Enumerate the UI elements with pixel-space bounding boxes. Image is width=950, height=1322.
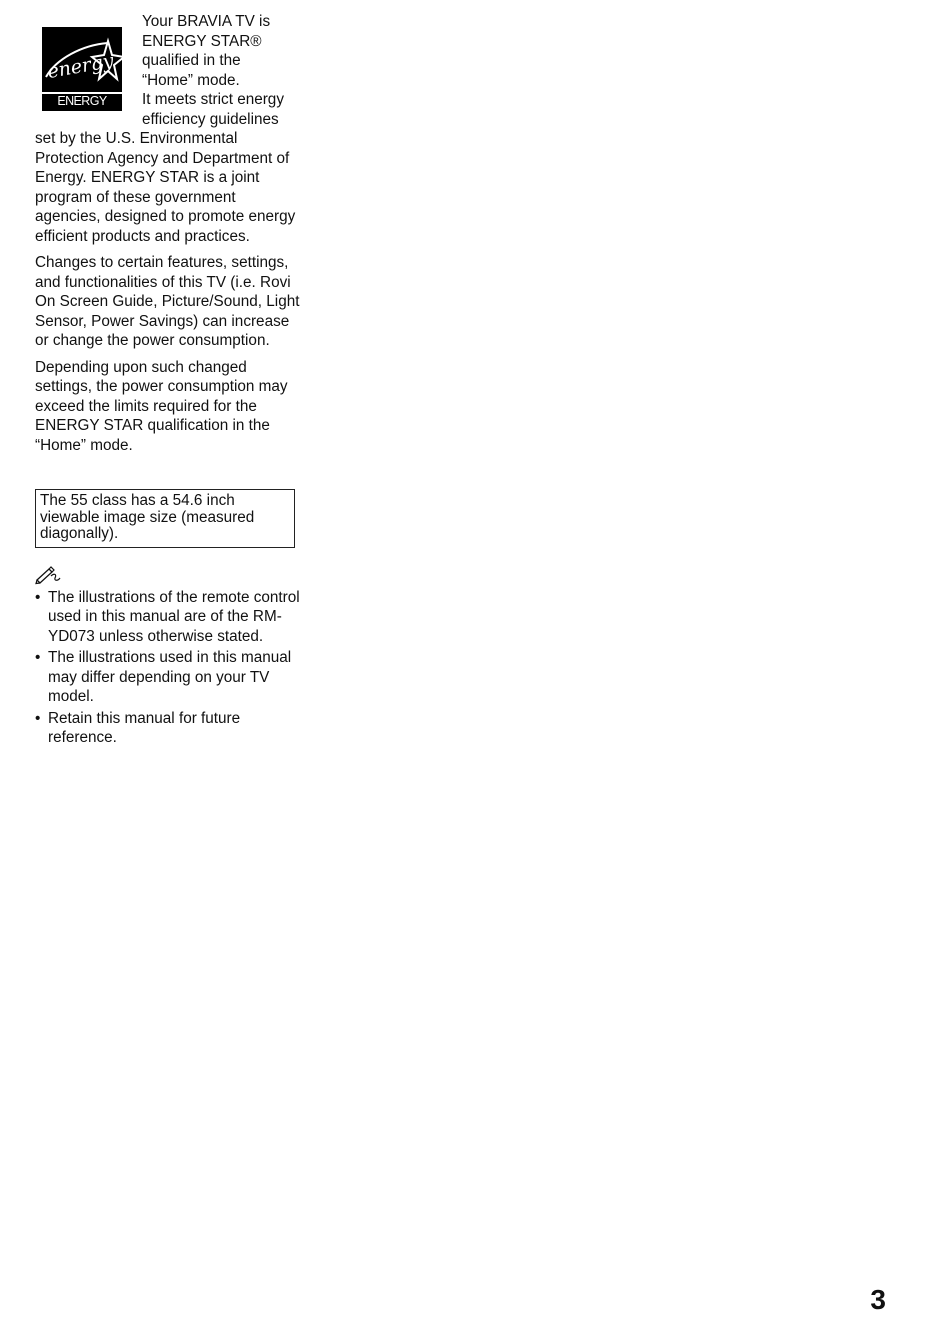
qualification-paragraph: Depending upon such changed settings, the power consumption may exceed the limits required for the ENERGY STAR qualification in the “Home” mode. xyxy=(35,358,288,454)
bullet: • xyxy=(35,649,41,666)
bullet: • xyxy=(35,709,41,727)
power-consumption-paragraph: Changes to certain features, settings, and functionalities of this TV (i.e. Rovi On Screen Guide, Picture/Sound, Light Sensor, Power Savings) can increase or change the power consumption. xyxy=(35,254,300,349)
intro-continuation: set by the U.S. Environmental Protection Agency and Department of Energy. ENERGY STAR is a joint program of these government agencies, designed to promote energy efficient products and practices. xyxy=(35,130,296,245)
energy-star-logo xyxy=(42,27,122,123)
intro-line: It meets strict energy xyxy=(142,91,284,108)
energy-star-emblem-icon xyxy=(42,27,122,93)
intro-line: Your BRAVIA TV is xyxy=(142,13,271,30)
note-text: The illustrations of the remote control used in this manual are of the RM-YD073 unless otherwise stated. xyxy=(48,588,300,645)
list-item xyxy=(35,709,305,748)
pencil-note-icon xyxy=(35,566,61,584)
list-item xyxy=(35,588,305,647)
screen-size-notice: The 55 class has a 54.6 inch viewable image size (measured diagonally). xyxy=(35,489,295,548)
list-item xyxy=(35,648,305,707)
intro-line: “Home” mode. xyxy=(142,71,240,89)
logo-label: ENERGY STAR xyxy=(42,92,122,109)
intro-line: efficiency guidelines xyxy=(142,110,279,128)
note-text: Retain this manual for future reference. xyxy=(48,709,241,746)
logo-script-text: energy xyxy=(45,49,116,84)
intro-line: qualified in the xyxy=(142,52,241,69)
energy-star-section xyxy=(35,12,305,129)
bullet: • xyxy=(35,588,41,606)
intro-line: ENERGY STAR® xyxy=(142,32,262,50)
page-number: 3 xyxy=(870,1284,886,1315)
note-text: The illustrations used in this manual may differ depending on your TV model. xyxy=(48,649,292,705)
main-column xyxy=(35,12,305,750)
notes-list xyxy=(35,588,305,748)
